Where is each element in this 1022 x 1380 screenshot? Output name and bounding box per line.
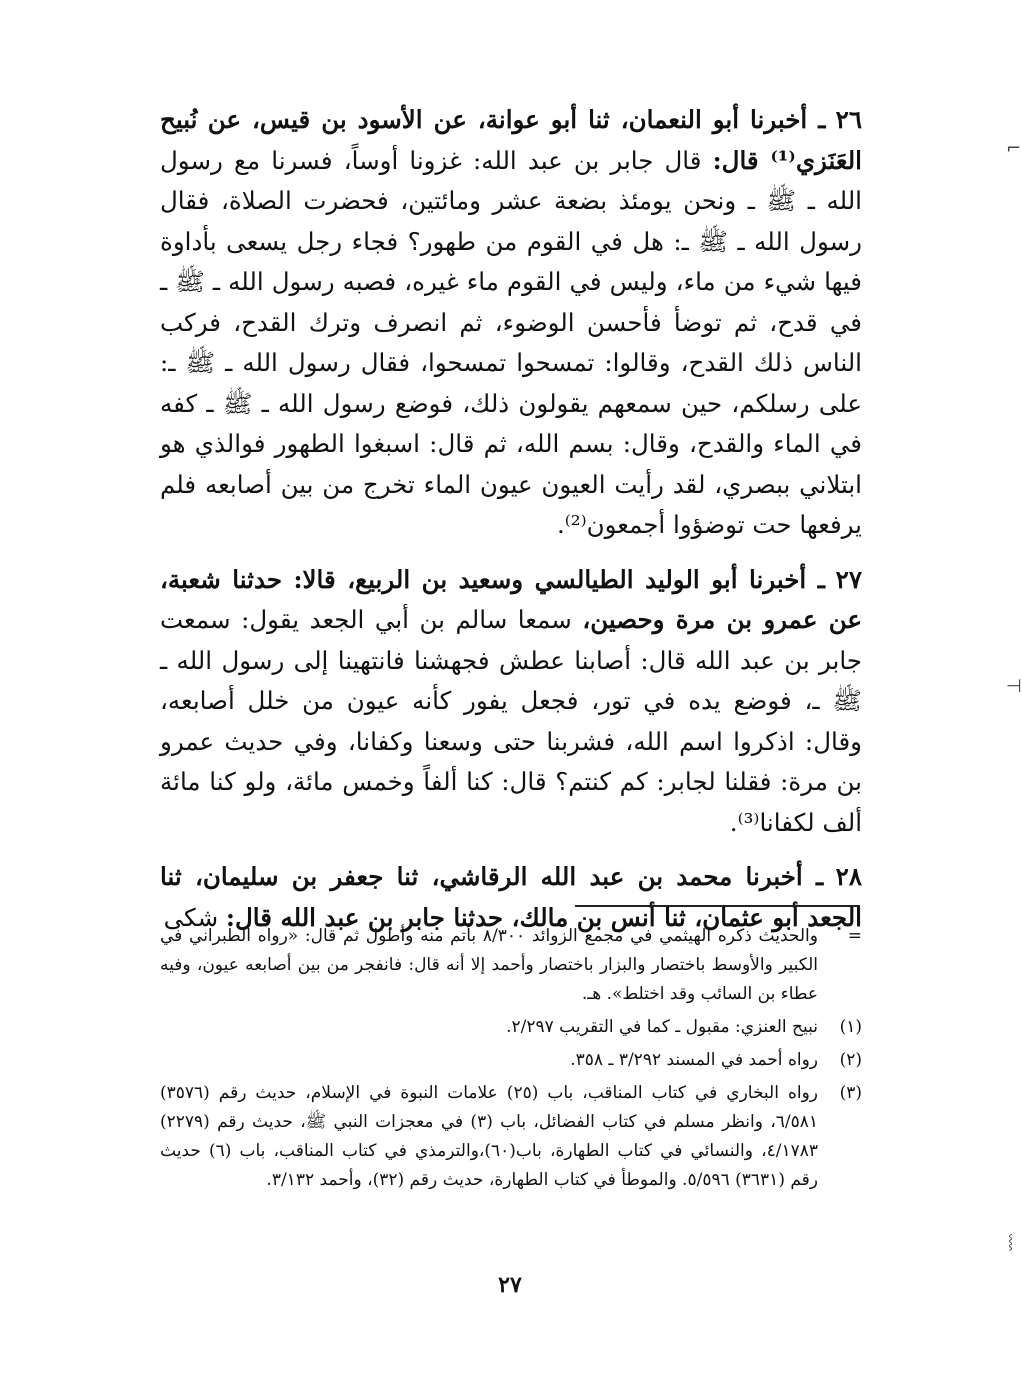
hadith-number: ٢٧ <box>835 564 862 594</box>
footnote-text: نبيح العنزي: مقبول ـ كما في التقريب ٢/٢٩٧. <box>506 1017 818 1037</box>
hadith-27 <box>160 560 862 844</box>
scan-edge-mark: ⌐ <box>1006 138 1022 159</box>
footnotes <box>160 922 862 1199</box>
footnote-text: رواه أحمد في المسند ٣/٢٩٢ ـ ٣٥٨. <box>570 1050 818 1070</box>
narrator-name: نُبيح العَنَزي⁽¹⁾ قال: <box>160 105 862 175</box>
main-text <box>160 100 862 938</box>
footnote-mark: (٢) <box>839 1050 862 1070</box>
scan-edge-mark: ⸾ <box>1008 1234 1014 1250</box>
page-number: ٢٧ <box>498 1272 522 1298</box>
footnote-mark: (٣) <box>839 1083 862 1103</box>
isnad-text: ـ أخبرنا محمد بن عبد الله الرقاشي، ثنا جعفر بن سليمان، ثنا الجعد أبو عثمان، ثنا أنس بن مالك، حدثنا جابر بن عبد الله قال: <box>160 862 862 932</box>
footnote-text: رواه البخاري في كتاب المناقب، باب (٢٥) علامات النبوة في الإسلام، حديث رقم (٣٥٧٦) ٦/٥٨١، وانظر مسلم في كتاب الفضائل، باب (٣) في معجزات النبي ﷺ، حديث رقم (٢٢٧٩) ٤/١٧٨٣، والنسائي في كتاب الطهارة، باب(٦٠)،والترمذي في كتاب المناقب، باب (٦) حديث رقم (٣٦٣١) ٥/٥٩٦. والموطأ في كتاب الطهارة، حديث رقم (٣٢)، وأحمد ٣/١٣٢. <box>160 1083 818 1190</box>
isnad-text: ـ أخبرنا أبو الوليد الطيالسي وسعيد بن الربيع، قالا: حدثنا شعبة، عن عمرو بن مرة وحصين، <box>160 564 863 634</box>
matn-text: سمعا سالم بن أبي الجعد يقول: سمعت جابر بن عبد الله قال: أصابنا عطش فجهشنا فانتهينا إلى رسول الله ـ ﷺ ـ، فوضع يده في تور، فجعل يفور كأنه عيون من خلل أصابعه، وقال: اذكروا اسم الله، فشربنا حتى وسعنا وكفانا، وفي حديث عمرو بن مرة: فقلنا لجابر: كم كنتم؟ قال: كنا ألفاً وخمس مائة، ولو كنا مائة ألف لكفانا⁽³⁾. <box>160 605 862 837</box>
footnote-continued <box>160 922 862 1009</box>
footnote-2 <box>160 1046 862 1075</box>
footnote-mark: (١) <box>839 1017 862 1037</box>
matn-text: قال جابر بن عبد الله: غزونا أوساً، فسرنا مع رسول الله ـ ﷺ ـ ونحن يومئذ بضعة عشر ومائتين، فحضرت الصلاة، فقال رسول الله ـ ﷺ ـ: هل في القوم من طهور؟ فجاء رجل يسعى بأداوة فيها شيء من ماء، وليس في القوم ماء غيره، فصبه رسول الله ـ ﷺ ـ في قدح، ثم توضأ فأحسن الوضوء، ثم انصرف وترك القدح، فركب الناس ذلك القدح، وقالوا: تمسحوا تمسحوا، فقال رسول الله ـ ﷺ ـ: على رسلكم، حين سمعهم يقولون ذلك، فوضع رسول الله ـ ﷺ ـ كفه في الماء والقدح، وقال: بسم الله، ثم قال: اسبغوا الطهور فوالذي هو ابتلاني ببصري، لقد رأيت العيون عيون الماء تخرج من بين أصابعه فلم يرفعها حت توضؤوا أجمعون⁽²⁾. <box>160 145 862 539</box>
footnote-mark: = <box>847 926 862 946</box>
footnote-1 <box>160 1013 862 1042</box>
hadith-number: ٢٨ <box>835 862 862 891</box>
footnote-text: والحديث ذكره الهيثمي في مجمع الزوائد ٨/٣٠٠ بأتم منه وأطول ثم قال: «رواه الطبراني في الكبير والأوسط باختصار والبزار باختصار وأحمد إلا أنه قال: فانفجر من بين أصابعه عيون، وفيه عطاء بن السائب وقد اختلط». هـ. <box>160 926 818 1004</box>
footnote-3 <box>160 1079 862 1195</box>
hadith-26 <box>160 100 862 546</box>
hadith-number: ٢٦ <box>835 105 862 134</box>
scan-edge-mark: ⊣ <box>1006 676 1022 697</box>
matn-text: شكى <box>163 902 226 932</box>
footnote-separator <box>575 905 860 907</box>
isnad-text: ـ أخبرنا أبو النعمان، ثنا أبو عوانة، عن الأسود بن قيس، عن <box>207 105 826 134</box>
